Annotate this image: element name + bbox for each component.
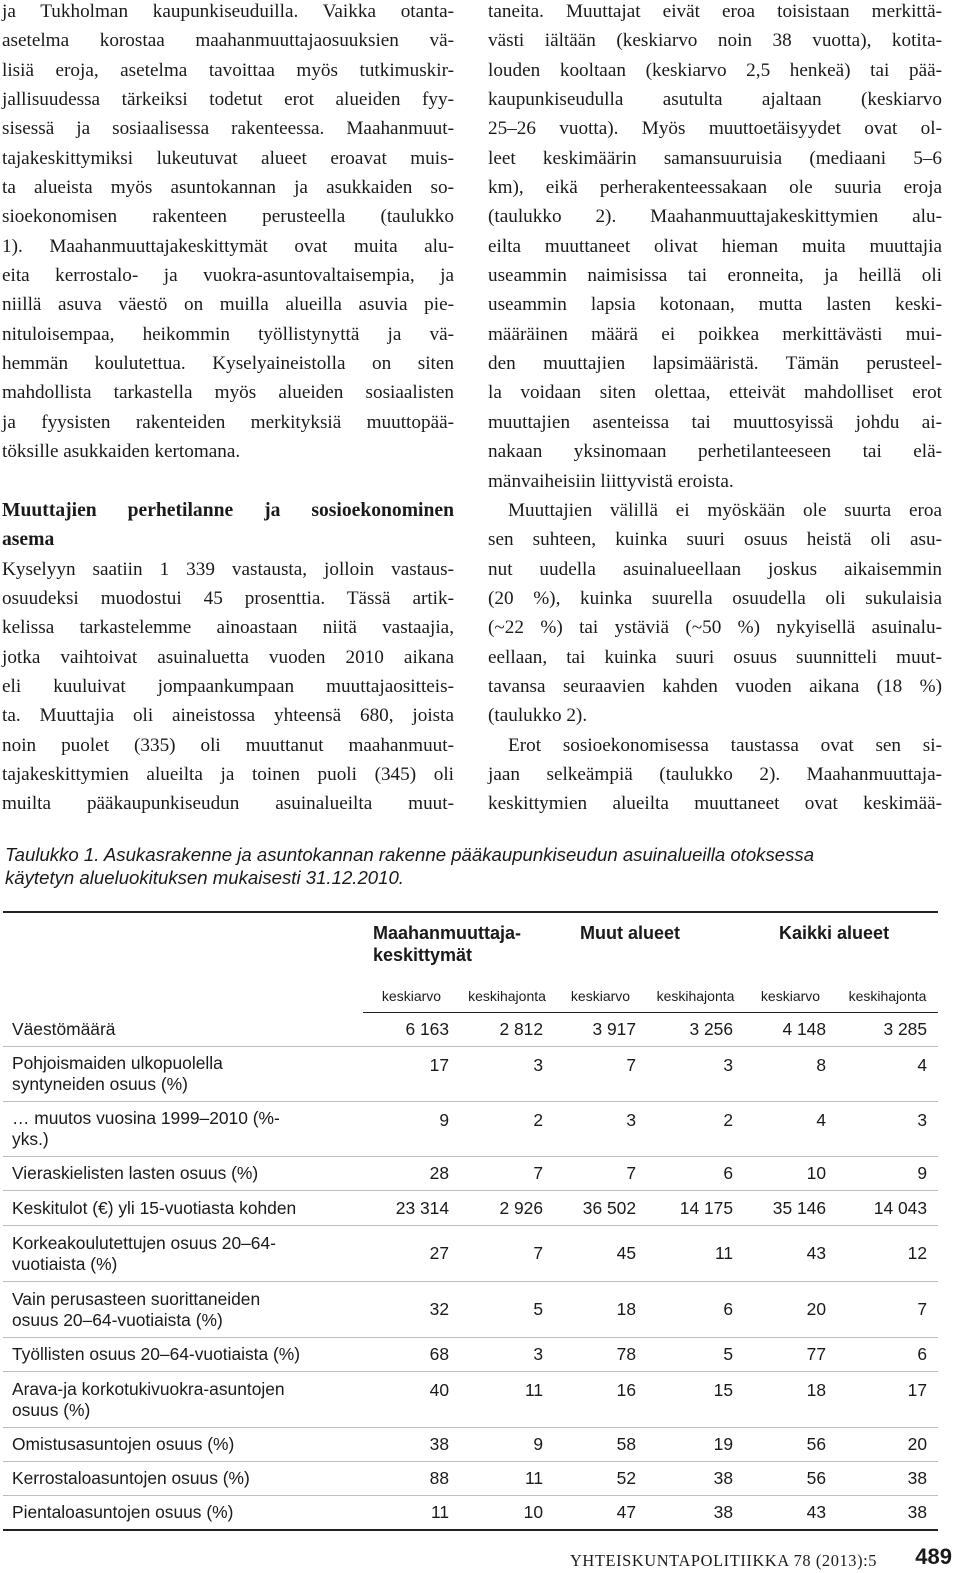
table-cell: 3: [554, 1102, 647, 1157]
text-line: lisiä eroja, asetelma tavoittaa myös tutkimuskir-: [2, 59, 454, 81]
table-cell: 4: [837, 1047, 938, 1102]
text-line: Kyselyyn saatiin 1 339 vastausta, jolloin vastaus-: [2, 558, 454, 580]
text-line: [2, 467, 454, 496]
table-row: [3, 1496, 938, 1530]
table-cell: 7: [554, 1047, 647, 1102]
text-line: eellaan, tai kuinka suuri osuus suunnitteli muut-: [488, 646, 942, 668]
text-line: osuudeksi muodostui 45 prosenttia. Tässä artik-: [2, 587, 454, 609]
section-heading-line: asema: [2, 529, 55, 551]
row-label: Työllisten osuus 20–64-vuotiaista (%): [3, 1338, 363, 1372]
text-line: useammin naimisissa tai eronneita, ja heillä oli: [488, 265, 942, 287]
table-cell: 45: [554, 1226, 647, 1282]
text-line: tajakeskittymiksi lukeutuvat alueet eroavat muis-: [2, 147, 454, 169]
table-cell: 19: [647, 1428, 744, 1462]
text-line: eli kuuluivat jompaankumpaan muuttajaositteis-: [2, 675, 454, 697]
table-cell: 3: [647, 1047, 744, 1102]
group-header-other-areas: Muut alueet: [580, 923, 681, 943]
table-row: [3, 1282, 938, 1338]
table-cell: 2: [460, 1102, 554, 1157]
text-line: sioekonomisen rakenteen perusteella (taulukko: [2, 206, 454, 228]
text-line: ta. Muuttajia oli aineistossa yhteensä 680, joista: [2, 705, 454, 727]
subheader-cell: keskihajonta: [837, 980, 938, 1013]
group-header-all-areas: Kaikki alueet: [779, 923, 890, 943]
text-line: niillä asuva väestö on muilla alueilla asuvia pie-: [2, 294, 454, 316]
table-cell: 2 812: [499, 1019, 543, 1039]
text-line: tajakeskittymien alueilta ja toinen puoli (345) oli: [2, 763, 454, 785]
text-line: (taulukko 2).: [488, 705, 588, 727]
table-cell: 5: [460, 1282, 554, 1338]
table-row: [3, 1102, 938, 1157]
text-line: jaan selkeämpiä (taulukko 2). Maahanmuuttaja-: [488, 763, 942, 785]
text-line: mänvaiheisiin liittyvistä eroista.: [488, 470, 734, 492]
row-label: Kerrostaloasuntojen osuus (%): [3, 1462, 363, 1496]
subheader-cell: keskihajonta: [647, 980, 744, 1013]
table-cell: 10: [460, 1496, 554, 1530]
text-line: Muuttajien välillä ei myöskään ole suurta eroa: [508, 499, 942, 521]
table-row: [3, 1226, 938, 1282]
table-cell: 68: [363, 1338, 460, 1372]
table-cell: 43: [744, 1496, 837, 1530]
table-cell: 38: [837, 1496, 938, 1530]
table-cell: 15: [647, 1372, 744, 1428]
right-column: [488, 0, 942, 819]
table-cell: 7: [837, 1282, 938, 1338]
table-cell: 6: [837, 1338, 938, 1372]
table-row: [3, 1372, 938, 1428]
table-corner: [3, 980, 363, 1013]
table-caption: [5, 843, 945, 889]
table-cell: 14 175: [647, 1191, 744, 1226]
table-group-header: [3, 912, 938, 980]
table-cell: 9: [837, 1157, 938, 1191]
row-label: Arava-ja korkotukivuokra-asuntojen osuus (%): [3, 1372, 363, 1428]
text-line: muilta pääkaupunkiseudun asuinalueilta muut-: [2, 793, 454, 815]
table-cell: 38: [363, 1428, 460, 1462]
text-line: töksille asukkaiden kertomana.: [2, 441, 241, 463]
text-line: ja fyysisten rakenteiden merkityksiä muuttopää-: [2, 411, 454, 433]
text-line: taneita. Muuttajat eivät eroa toisistaan merkittä-: [488, 1, 942, 22]
table-cell: 56: [744, 1462, 837, 1496]
table-cell: 43: [744, 1226, 837, 1282]
page-footer: [570, 1545, 956, 1573]
table-cell: 88: [363, 1462, 460, 1496]
table-cell: 27: [363, 1226, 460, 1282]
table-cell: 11: [363, 1496, 460, 1530]
table-row: [3, 1428, 938, 1462]
table-cell: 9: [460, 1428, 554, 1462]
row-label: Väestömäärä: [12, 1018, 116, 1039]
table-cell: 3 256: [689, 1019, 733, 1039]
table-cell: 8: [744, 1047, 837, 1102]
table-cell: 6 163: [405, 1019, 449, 1039]
row-label: Omistusasuntojen osuus (%): [3, 1428, 363, 1462]
text-line: kaupunkiseudulla asutulta ajaltaan (keskiarvo: [488, 89, 942, 111]
table-cell: 6: [647, 1157, 744, 1191]
text-line: sen suhteen, kuinka suuri osuus heistä oli asu-: [488, 529, 942, 551]
table-cell: 32: [363, 1282, 460, 1338]
table-cell: 3: [460, 1047, 554, 1102]
text-line: useammin lapsia kotonaan, mutta lasten keski-: [488, 294, 942, 316]
table-cell: 11: [460, 1372, 554, 1428]
table-cell: 12: [837, 1226, 938, 1282]
journal-name: YHTEISKUNTAPOLITIIKKA 78 (2013):5: [570, 1551, 878, 1570]
text-line: kelissa tarkastelemme ainoastaan niitä vastaajia,: [2, 617, 454, 639]
subheader-cell: keskiarvo: [744, 980, 837, 1013]
text-line: noin puolet (335) oli muuttanut maahanmuut-: [2, 734, 454, 756]
caption-line: Taulukko 1. Asukasrakenne ja asuntokannan rakenne pääkaupunkiseudun asuinalueilla otoksessa: [5, 844, 815, 865]
table-cell: 20: [744, 1282, 837, 1338]
text-line: (~22 %) tai ystäviä (~50 %) nykyisellä asuinalu-: [488, 617, 942, 639]
text-line: leet keskimäärin samansuuruisia (mediaani 5–6: [488, 147, 942, 169]
subheader-cell: keskiarvo: [363, 980, 460, 1013]
table-cell: 4: [744, 1102, 837, 1157]
table-cell: 38: [837, 1462, 938, 1496]
table-body: [3, 1013, 938, 1530]
group-header-concentration: Maahanmuuttaja-keskittymät: [373, 923, 522, 965]
table-cell: 2 926: [460, 1191, 554, 1226]
row-label: Keskitulot (€) yli 15-vuotiasta kohden: [3, 1191, 363, 1226]
table-corner: [3, 912, 363, 980]
table-cell: 18: [554, 1282, 647, 1338]
table-cell: 18: [744, 1372, 837, 1428]
left-column: [2, 0, 454, 819]
table-cell: 77: [744, 1338, 837, 1372]
text-line: (taulukko 2). Maahanmuuttajakeskittymien alu-: [488, 206, 942, 228]
text-line: västi iältään (keskiarvo noin 38 vuotta), kotita-: [488, 30, 942, 52]
table-cell: 36 502: [554, 1191, 647, 1226]
text-line: ja Tukholman kaupunkiseuduilla. Vaikka otanta-: [2, 1, 454, 22]
text-line: den muuttajien lapsimääristä. Tämän perusteel-: [488, 353, 942, 375]
text-line: sisessä ja sosiaalisessa rakenteessa. Maahanmuut-: [2, 118, 454, 140]
text-line: 1). Maahanmuuttajakeskittymät ovat muita alu-: [2, 235, 454, 257]
table-cell: 35 146: [744, 1191, 837, 1226]
text-line: km), eikä perherakenteessakaan ole suuria eroja: [488, 177, 942, 199]
table-cell: 17: [363, 1047, 460, 1102]
text-line: mahdollista tarkastella myös alueiden sosiaalisten: [2, 382, 454, 404]
table-subheader-row: [3, 980, 938, 1013]
table-row: [3, 1157, 938, 1191]
row-label: Korkeakoulutettujen osuus 20–64-vuotiaista (%): [3, 1226, 363, 1282]
table-cell: 40: [363, 1372, 460, 1428]
row-label: Pohjoismaiden ulkopuolella syntyneiden osuus (%): [3, 1047, 363, 1102]
text-line: louden kooltaan (keskiarvo 2,5 henkeä) tai pää-: [488, 59, 942, 81]
table-cell: 3 917: [592, 1019, 636, 1039]
text-line: nituloisempaa, heikommin työllistynyttä ja vä-: [2, 323, 454, 345]
caption-line: käytetyn alueluokituksen mukaisesti 31.12.2010.: [5, 867, 404, 888]
table-row: [3, 1047, 938, 1102]
table-cell: 6: [647, 1282, 744, 1338]
table-cell: 4 148: [782, 1019, 826, 1039]
text-line: 25–26 vuotta). Myös muuttoetäisyydet ovat ol-: [488, 118, 942, 140]
table-cell: 2: [647, 1102, 744, 1157]
text-line: ta alueista myös asuntokannan ja asukkaiden so-: [2, 177, 454, 199]
table-cell: 78: [554, 1338, 647, 1372]
row-label: Pientaloasuntojen osuus (%): [3, 1496, 363, 1530]
text-line: (20 %), kuinka suurella osuudella oli sukulaisia: [488, 587, 942, 609]
table-cell: 9: [363, 1102, 460, 1157]
text-line: hemmän koulutettua. Kyselyaineistolla on siten: [2, 353, 454, 375]
row-label: Vieraskielisten lasten osuus (%): [3, 1157, 363, 1191]
table-cell: 56: [744, 1428, 837, 1462]
text-line: eilta muuttaneet olivat hieman muita muuttajia: [488, 235, 942, 257]
table-cell: 5: [647, 1338, 744, 1372]
row-label: … muutos vuosina 1999–2010 (%-yks.): [3, 1102, 363, 1157]
table-cell: 38: [647, 1496, 744, 1530]
table-row: [3, 1338, 938, 1372]
section-heading-line: Muuttajien perhetilanne ja sosioekonominen: [2, 499, 454, 521]
table-cell: 10: [744, 1157, 837, 1191]
table-cell: 3: [837, 1102, 938, 1157]
text-line: tavansa seuraavien kahden vuoden aikana (18 %): [488, 675, 942, 697]
table-row: [3, 1191, 938, 1226]
text-line: jotka vaihtoivat asuinaluetta vuoden 2010 aikana: [2, 646, 454, 668]
table-cell: 16: [554, 1372, 647, 1428]
table-cell: 38: [647, 1462, 744, 1496]
text-line: määräinen määrä ei poikkea merkittävästi mui-: [488, 323, 942, 345]
table-cell: 7: [460, 1226, 554, 1282]
data-table: [3, 911, 938, 1531]
page-number: 489: [915, 1544, 952, 1569]
table-cell: 11: [460, 1462, 554, 1496]
table-cell: 28: [363, 1157, 460, 1191]
text-line: keskittymien alueilta muuttaneet ovat keskimää-: [488, 793, 942, 815]
text-line: muuttajien asenteissa tai muuttosyissä johdu ai-: [488, 411, 942, 433]
text-line: nut uudella asuinalueellaan joskus aikaisemmin: [488, 558, 942, 580]
text-line: eita kerrostalo- ja vuokra-asuntovaltaisempia, ja: [2, 265, 454, 287]
subheader-cell: keskiarvo: [554, 980, 647, 1013]
text-line: jallisuudessa tärkeiksi todetut erot alueiden fyy-: [2, 89, 454, 111]
subheader-cell: keskihajonta: [460, 980, 554, 1013]
table-cell: 52: [554, 1462, 647, 1496]
table-cell: 3 285: [883, 1019, 927, 1039]
text-line: asetelma korostaa maahanmuuttajaosuuksien vä-: [2, 30, 454, 52]
text-line: nakaan yksinomaan perhetilanteeseen tai elä-: [488, 441, 942, 463]
text-line: la voidaan siten olettaa, etteivät mahdolliset erot: [488, 382, 942, 404]
table-cell: 7: [554, 1157, 647, 1191]
table-cell: 17: [837, 1372, 938, 1428]
text-line: Erot sosioekonomisessa taustassa ovat sen si-: [508, 734, 942, 756]
table-cell: 14 043: [837, 1191, 938, 1226]
table-cell: 20: [837, 1428, 938, 1462]
table-cell: 23 314: [363, 1191, 460, 1226]
table-cell: 11: [647, 1226, 744, 1282]
table-row: [3, 1462, 938, 1496]
row-label: Vain perusasteen suorittaneiden osuus 20–64-vuotiaista (%): [3, 1282, 363, 1338]
table-cell: 7: [460, 1157, 554, 1191]
table-cell: 58: [554, 1428, 647, 1462]
table-cell: 47: [554, 1496, 647, 1530]
table-row: [3, 1013, 938, 1047]
table-cell: 3: [460, 1338, 554, 1372]
